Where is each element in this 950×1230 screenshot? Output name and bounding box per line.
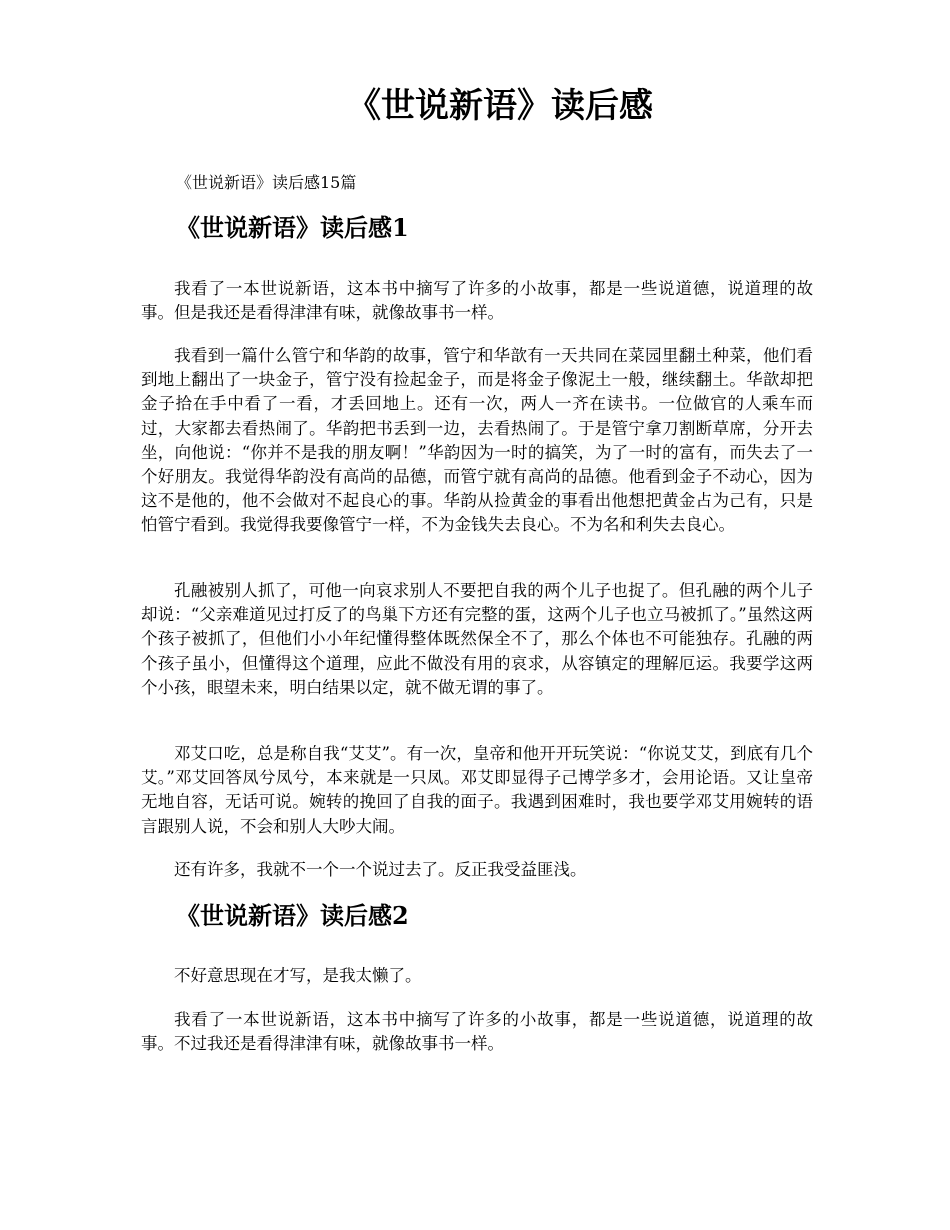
paragraph: 我看到一篇什么管宁和华韵的故事，管宁和华歆有一天共同在菜园里翻土种菜，他们看到地上翻出了一块金子，管宁没有捡起金子，而是将金子像泥土一般，继续翻土。华歆却把金子拾在手中看了一看，才丢回地上。还有一次，两人一齐在读书。一位做官的人乘车而过，大家都去看热闹了。华韵把书丢到一边，去看热闹了。于是管宁拿刀割断草席，分开去坐，向他说：“你并不是我的朋友啊！”华韵因为一时的搞笑，为了一时的富有，而失去了一个好朋友。我觉得华韵没有高尚的品德，而管宁就有高尚的品德。他看到金子不动心，因为这不是他的，他不会做对不起良心的事。华韵从捡黄金的事看出他想把黄金占为己有，只是怕管宁看到。我觉得我要像管宁一样，不为金钱失去良心。不为名和利失去良心。 xyxy=(141,346,813,535)
paragraph: 我看了一本世说新语，这本书中摘写了许多的小故事，都是一些说道德，说道理的故事。不过我还是看得津津有味，就像故事书一样。 xyxy=(141,1010,813,1054)
paragraph: 不好意思现在才写，是我太懒了。 xyxy=(174,966,422,985)
section-heading-2: 《世说新语》读后感2 xyxy=(176,901,409,930)
paragraph: 孔融被别人抓了，可他一向哀求别人不要把自我的两个儿子也捉了。但孔融的两个儿子却说：“父亲难道见过打反了的鸟巢下方还有完整的蛋，这两个儿子也立马被抓了。”虽然这两个孩子被抓了，但他们小小年纪懂得整体既然保全不了，那么个体也不可能独存。孔融的两个孩子虽小，但懂得这个道理，应此不做没有用的哀求，从容镇定的理解厄运。我要学这两个小孩，眼望未来，明白结果以定，就不做无谓的事了。 xyxy=(141,581,813,697)
section-heading-1: 《世说新语》读后感1 xyxy=(176,213,409,242)
paragraph: 邓艾口吃，总是称自我“艾艾”。有一次，皇帝和他开开玩笑说：“你说艾艾，到底有几个艾。”邓艾回答凤兮凤兮，本来就是一只凤。邓艾即显得子己博学多才，会用论语。又让皇帝无地自容，无话可说。婉转的挽回了自我的面子。我遇到困难时，我也要学邓艾用婉转的语言跟别人说，不会和别人大吵大闹。 xyxy=(141,744,813,836)
paragraph: 我看了一本世说新语，这本书中摘写了许多的小故事，都是一些说道德，说道理的故事。但是我还是看得津津有味，就像故事书一样。 xyxy=(141,279,813,323)
paragraph: 还有许多，我就不一个一个说过去了。反正我受益匪浅。 xyxy=(174,860,587,879)
document-title: 《世说新语》读后感 xyxy=(347,86,653,126)
document-subtitle: 《世说新语》读后感15篇 xyxy=(176,173,357,192)
